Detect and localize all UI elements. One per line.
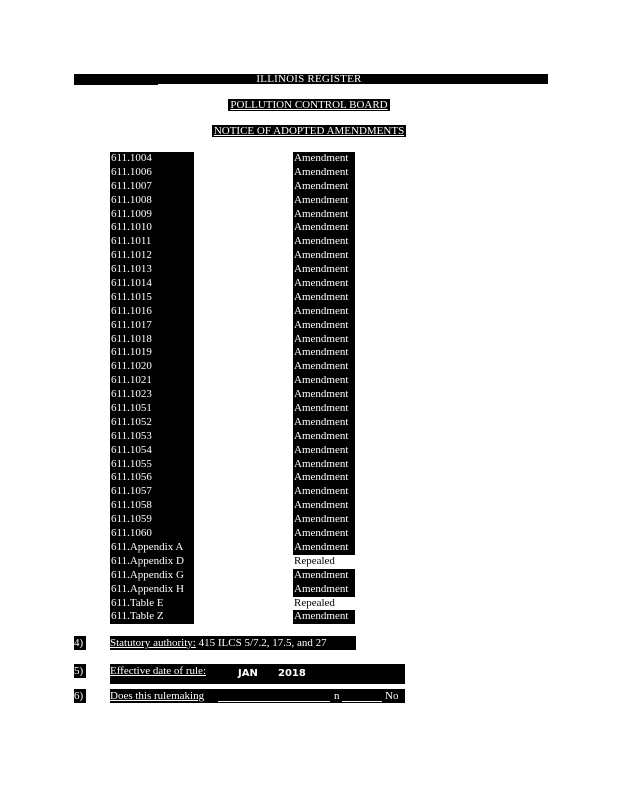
section-number: 611.1004: [110, 152, 194, 166]
section-action: Repealed: [293, 597, 355, 611]
section-number: 611.1017: [110, 319, 194, 333]
section-action: Amendment: [293, 416, 355, 430]
item-6-number: 6): [74, 689, 86, 703]
section-action: Amendment: [293, 458, 355, 472]
section-number: 611.Appendix D: [110, 555, 194, 569]
item-5-month: JAN: [238, 668, 258, 679]
section-number: 611.1023: [110, 388, 194, 402]
section-number: 611.1057: [110, 485, 194, 499]
section-action: Amendment: [293, 333, 355, 347]
section-action: Amendment: [293, 499, 355, 513]
section-action: Amendment: [293, 513, 355, 527]
section-number: 611.1013: [110, 263, 194, 277]
section-number: 611.1054: [110, 444, 194, 458]
item-5-number: 5): [74, 664, 86, 678]
section-number: 611.1053: [110, 430, 194, 444]
section-number: 611.1007: [110, 180, 194, 194]
item-6-answer: No: [385, 690, 399, 702]
section-action: Amendment: [293, 430, 355, 444]
section-number: 611.1060: [110, 527, 194, 541]
section-number: 611.1020: [110, 360, 194, 374]
section-action: Amendment: [293, 583, 355, 597]
register-title: ILLINOIS REGISTER: [256, 73, 362, 85]
section-number: 611.Table E: [110, 597, 194, 611]
section-number: 611.1019: [110, 346, 194, 360]
item-6-label: Does this rulemaking: [110, 690, 205, 702]
item-4-label: Statutory authority:: [110, 637, 196, 649]
section-action: Amendment: [293, 471, 355, 485]
section-action: Amendment: [293, 569, 355, 583]
section-action: Amendment: [293, 291, 355, 305]
board-title-text: POLLUTION CONTROL BOARD: [230, 99, 388, 111]
section-number: 611.Table Z: [110, 610, 194, 624]
section-number: 611.1051: [110, 402, 194, 416]
section-action: Amendment: [293, 346, 355, 360]
section-action: Repealed: [293, 555, 355, 569]
section-action: Amendment: [293, 541, 355, 555]
section-action: Amendment: [293, 235, 355, 249]
item-5-year: 2018: [278, 668, 306, 679]
section-action: Amendment: [293, 152, 355, 166]
section-number: 611.1016: [110, 305, 194, 319]
section-action: Amendment: [293, 485, 355, 499]
section-number: 611.1058: [110, 499, 194, 513]
section-action: Amendment: [293, 610, 355, 624]
board-title: [0, 99, 618, 111]
section-number: 611.1015: [110, 291, 194, 305]
section-action: Amendment: [293, 305, 355, 319]
item-4-text: 415 ILCS 5/7.2, 17.5, and 27: [198, 637, 327, 649]
item-6-blank-line: [218, 701, 330, 702]
section-action: Amendment: [293, 388, 355, 402]
section-action: Amendment: [293, 249, 355, 263]
item-5-label: Effective date of rule:: [110, 665, 206, 677]
section-action: Amendment: [293, 263, 355, 277]
section-action: Amendment: [293, 166, 355, 180]
section-number: 611.1011: [110, 235, 194, 249]
section-number: 611.1018: [110, 333, 194, 347]
section-number: 611.1021: [110, 374, 194, 388]
section-number: 611.1009: [110, 208, 194, 222]
section-number: 611.Appendix G: [110, 569, 194, 583]
section-action: Amendment: [293, 277, 355, 291]
section-number: 611.1059: [110, 513, 194, 527]
item-6-question: [110, 689, 405, 703]
item-5-effective-date: [110, 664, 405, 684]
section-number: 611.1056: [110, 471, 194, 485]
section-action: Amendment: [293, 194, 355, 208]
section-action: Amendment: [293, 527, 355, 541]
section-action: Amendment: [293, 444, 355, 458]
section-action: Amendment: [293, 319, 355, 333]
section-number: 611.1052: [110, 416, 194, 430]
section-number: 611.Appendix A: [110, 541, 194, 555]
section-number: 611.1008: [110, 194, 194, 208]
section-action: Amendment: [293, 374, 355, 388]
item-4-number: 4): [74, 636, 86, 650]
section-number: 611.1012: [110, 249, 194, 263]
item-6-mark: n: [334, 690, 340, 702]
section-action: Amendment: [293, 180, 355, 194]
section-action: Amendment: [293, 402, 355, 416]
section-action: Amendment: [293, 360, 355, 374]
section-action: Amendment: [293, 208, 355, 222]
item-4-statutory-authority: [110, 636, 356, 650]
section-number: 611.Appendix H: [110, 583, 194, 597]
notice-title-text: NOTICE OF ADOPTED AMENDMENTS: [213, 125, 405, 137]
section-action: Amendment: [293, 221, 355, 235]
section-number: 611.1006: [110, 166, 194, 180]
section-number: 611.1014: [110, 277, 194, 291]
item-6-blank-line-2: [342, 701, 382, 702]
notice-title: [0, 125, 618, 137]
section-number: 611.1010: [110, 221, 194, 235]
section-number: 611.1055: [110, 458, 194, 472]
